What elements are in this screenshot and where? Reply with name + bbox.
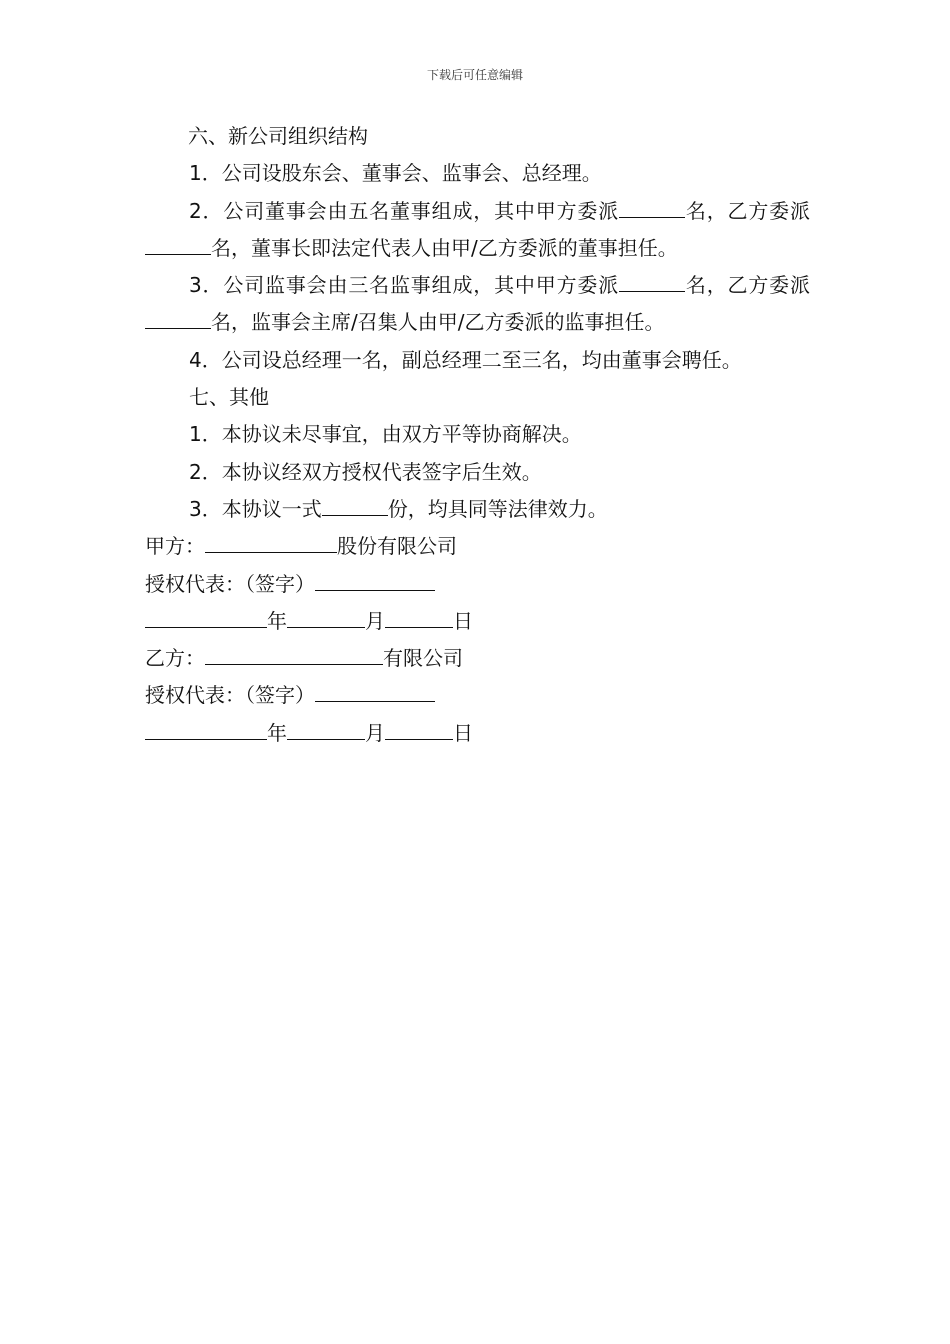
section-6-item-3 xyxy=(145,267,810,342)
blank-party-b-signature xyxy=(315,681,435,702)
blank-party-b-directors xyxy=(145,234,211,255)
blank-party-a-month xyxy=(287,607,365,628)
section-7-item-1: 1．本协议未尽事宜，由双方平等协商解决。 xyxy=(189,422,582,447)
party-b-rep-label: 授权代表：（签字） xyxy=(145,683,315,708)
blank-party-a-signature xyxy=(315,570,435,591)
page-header: 下载后可任意编辑 xyxy=(426,68,523,82)
section-6-heading: 六、新公司组织结构 xyxy=(188,124,368,148)
blank-party-b-day xyxy=(385,719,453,740)
item-3-text-b: 名，乙方委派 xyxy=(685,273,810,298)
blank-party-a-name xyxy=(205,532,337,553)
party-b-day-label: 日 xyxy=(453,720,473,745)
blank-party-b-supervisors xyxy=(145,308,211,329)
party-b-month-label: 月 xyxy=(365,720,385,745)
blank-party-b-year xyxy=(145,719,267,740)
item-2-text-c: 名，董事长即法定代表人由甲/乙方委派的董事担任。 xyxy=(211,235,678,260)
party-b-year-label: 年 xyxy=(267,720,287,745)
party-a-month-label: 月 xyxy=(365,608,385,633)
section-7-item-3 xyxy=(145,491,810,528)
section-6-item-4: 4．公司设总经理一名，副总经理二至三名，均由董事会聘任。 xyxy=(189,347,742,372)
item-3-copies-text-b: 份，均具同等法律效力。 xyxy=(387,496,608,521)
item-3-text-c: 名，监事会主席/召集人由甲/乙方委派的监事担任。 xyxy=(211,310,665,335)
blank-party-a-year xyxy=(145,607,267,628)
section-7-heading: 七、其他 xyxy=(189,385,269,410)
party-a-rep-line xyxy=(145,566,810,603)
item-2-text-b: 名，乙方委派 xyxy=(685,198,810,223)
blank-party-a-supervisors xyxy=(619,271,685,292)
blank-party-b-name xyxy=(205,644,383,665)
blank-party-a-day xyxy=(385,607,453,628)
party-a-year-label: 年 xyxy=(267,608,287,633)
section-6-item-1: 1．公司设股东会、董事会、监事会、总经理。 xyxy=(189,161,602,186)
party-a-rep-label: 授权代表：（签字） xyxy=(145,571,315,596)
blank-copies-count xyxy=(322,495,388,516)
party-b-rep-line xyxy=(145,677,810,714)
section-7-item-2: 2．本协议经双方授权代表签字后生效。 xyxy=(189,459,542,484)
party-b-line xyxy=(145,640,810,677)
section-6-item-2 xyxy=(145,193,810,268)
party-a-suffix: 股份有限公司 xyxy=(337,534,457,559)
party-a-day-label: 日 xyxy=(453,608,473,633)
blank-party-b-month xyxy=(287,719,365,740)
party-b-label: 乙方： xyxy=(145,646,205,671)
party-b-date-line xyxy=(145,715,810,752)
party-b-suffix: 有限公司 xyxy=(383,646,463,671)
party-a-date-line xyxy=(145,603,810,640)
blank-party-a-directors xyxy=(619,197,685,218)
item-3-copies-text-a: 3．本协议一式 xyxy=(189,496,322,521)
party-a-label: 甲方： xyxy=(145,534,205,559)
party-a-line xyxy=(145,528,810,565)
item-2-text-a: 2．公司董事会由五名董事组成，其中甲方委派 xyxy=(189,198,620,223)
item-3-text-a: 3．公司监事会由三名监事组成，其中甲方委派 xyxy=(189,273,620,298)
document-body xyxy=(145,118,810,752)
